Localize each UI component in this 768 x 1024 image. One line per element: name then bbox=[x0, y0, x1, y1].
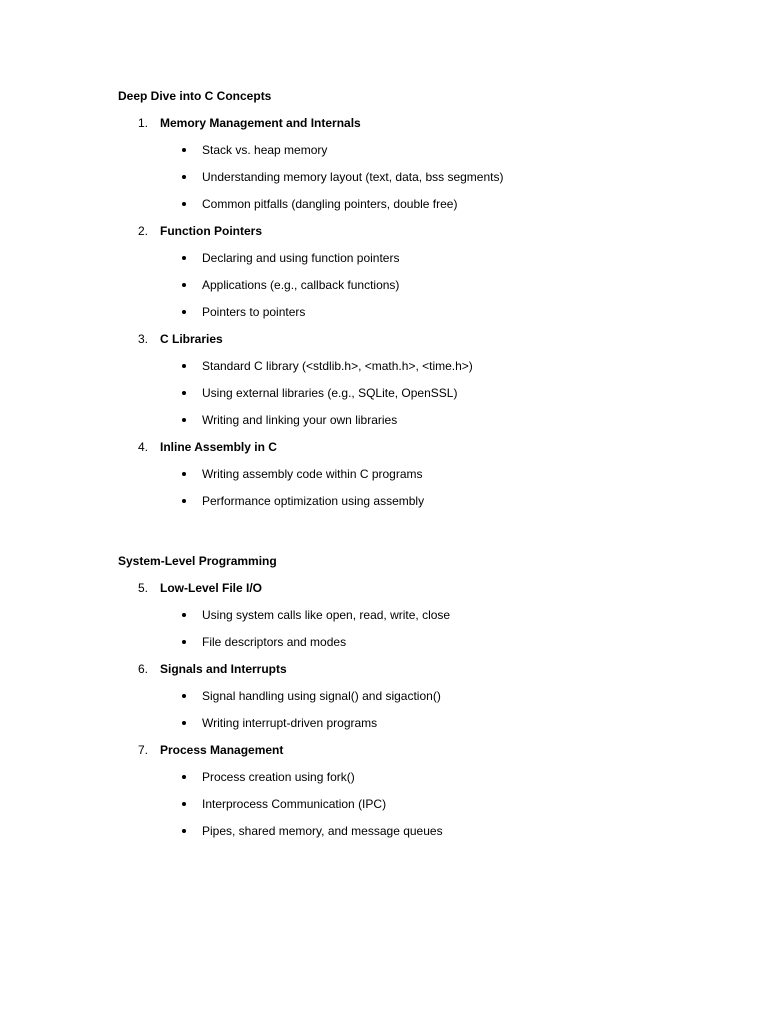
bullet-item bbox=[118, 196, 718, 212]
item-number: 7. bbox=[138, 743, 149, 757]
bullet-item bbox=[118, 385, 718, 401]
bullet-icon bbox=[182, 721, 186, 725]
bullet-text: Writing and linking your own libraries bbox=[202, 413, 398, 427]
bullet-text: Pointers to pointers bbox=[202, 305, 306, 319]
bullet-icon bbox=[182, 148, 186, 152]
item-title: C Libraries bbox=[160, 332, 223, 346]
bullet-text: Performance optimization using assembly bbox=[202, 494, 425, 508]
item-title: Function Pointers bbox=[160, 224, 262, 238]
list-item-3 bbox=[118, 331, 718, 347]
bullet-icon bbox=[182, 472, 186, 476]
bullet-text: File descriptors and modes bbox=[202, 635, 347, 649]
bullet-icon bbox=[182, 310, 186, 314]
bullet-icon bbox=[182, 391, 186, 395]
bullet-text: Using external libraries (e.g., SQLite, OpenSSL) bbox=[202, 386, 458, 400]
bullet-text: Writing assembly code within C programs bbox=[202, 467, 423, 481]
bullet-text: Interprocess Communication (IPC) bbox=[202, 797, 387, 811]
bullet-text: Stack vs. heap memory bbox=[202, 143, 328, 157]
item-number: 6. bbox=[138, 662, 149, 676]
bullet-list bbox=[118, 688, 718, 731]
bullet-list bbox=[118, 250, 718, 320]
item-number: 1. bbox=[138, 116, 149, 130]
bullet-icon bbox=[182, 613, 186, 617]
section-heading: Deep Dive into C Concepts bbox=[118, 89, 272, 103]
bullet-list bbox=[118, 466, 718, 509]
item-number: 5. bbox=[138, 581, 149, 595]
bullet-icon bbox=[182, 640, 186, 644]
bullet-icon bbox=[182, 202, 186, 206]
bullet-list bbox=[118, 358, 718, 428]
bullet-icon bbox=[182, 829, 186, 833]
section-heading: System-Level Programming bbox=[118, 554, 277, 568]
bullet-list bbox=[118, 769, 718, 839]
bullet-item bbox=[118, 358, 718, 374]
bullet-text: Understanding memory layout (text, data, bss segments) bbox=[202, 170, 504, 184]
bullet-list bbox=[118, 142, 718, 212]
item-number: 2. bbox=[138, 224, 149, 238]
bullet-text: Using system calls like open, read, write, close bbox=[202, 608, 451, 622]
section-system-level bbox=[118, 553, 718, 839]
bullet-item bbox=[118, 277, 718, 293]
bullet-item bbox=[118, 412, 718, 428]
bullet-item bbox=[118, 688, 718, 704]
bullet-item bbox=[118, 169, 718, 185]
item-title: Inline Assembly in C bbox=[160, 440, 277, 454]
bullet-icon bbox=[182, 418, 186, 422]
bullet-item bbox=[118, 823, 718, 839]
item-number: 3. bbox=[138, 332, 149, 346]
section-deep-dive bbox=[118, 88, 718, 509]
bullet-item bbox=[118, 769, 718, 785]
bullet-text: Applications (e.g., callback functions) bbox=[202, 278, 400, 292]
list-item-1 bbox=[118, 115, 718, 131]
bullet-item bbox=[118, 634, 718, 650]
item-title: Signals and Interrupts bbox=[160, 662, 287, 676]
bullet-item bbox=[118, 466, 718, 482]
bullet-text: Declaring and using function pointers bbox=[202, 251, 400, 265]
item-number: 4. bbox=[138, 440, 149, 454]
bullet-item bbox=[118, 304, 718, 320]
bullet-item bbox=[118, 607, 718, 623]
bullet-icon bbox=[182, 802, 186, 806]
bullet-icon bbox=[182, 256, 186, 260]
list-item-6 bbox=[118, 661, 718, 677]
bullet-icon bbox=[182, 775, 186, 779]
bullet-text: Pipes, shared memory, and message queues bbox=[202, 824, 443, 838]
bullet-text: Signal handling using signal() and sigaction() bbox=[202, 689, 441, 703]
bullet-item bbox=[118, 142, 718, 158]
bullet-list bbox=[118, 607, 718, 650]
bullet-icon bbox=[182, 364, 186, 368]
bullet-item bbox=[118, 250, 718, 266]
bullet-icon bbox=[182, 499, 186, 503]
bullet-icon bbox=[182, 694, 186, 698]
bullet-text: Writing interrupt-driven programs bbox=[202, 716, 378, 730]
bullet-icon bbox=[182, 283, 186, 287]
list-item-4 bbox=[118, 439, 718, 455]
list-item-7 bbox=[118, 742, 718, 758]
bullet-icon bbox=[182, 175, 186, 179]
bullet-text: Common pitfalls (dangling pointers, double free) bbox=[202, 197, 458, 211]
bullet-item bbox=[118, 796, 718, 812]
bullet-item bbox=[118, 493, 718, 509]
list-item-5 bbox=[118, 580, 718, 596]
bullet-item bbox=[118, 715, 718, 731]
item-title: Process Management bbox=[160, 743, 284, 757]
item-title: Memory Management and Internals bbox=[160, 116, 361, 130]
item-title: Low-Level File I/O bbox=[160, 581, 263, 595]
bullet-text: Standard C library (<stdlib.h>, <math.h>, <time.h>) bbox=[202, 359, 473, 373]
list-item-2 bbox=[118, 223, 718, 239]
bullet-text: Process creation using fork() bbox=[202, 770, 355, 784]
